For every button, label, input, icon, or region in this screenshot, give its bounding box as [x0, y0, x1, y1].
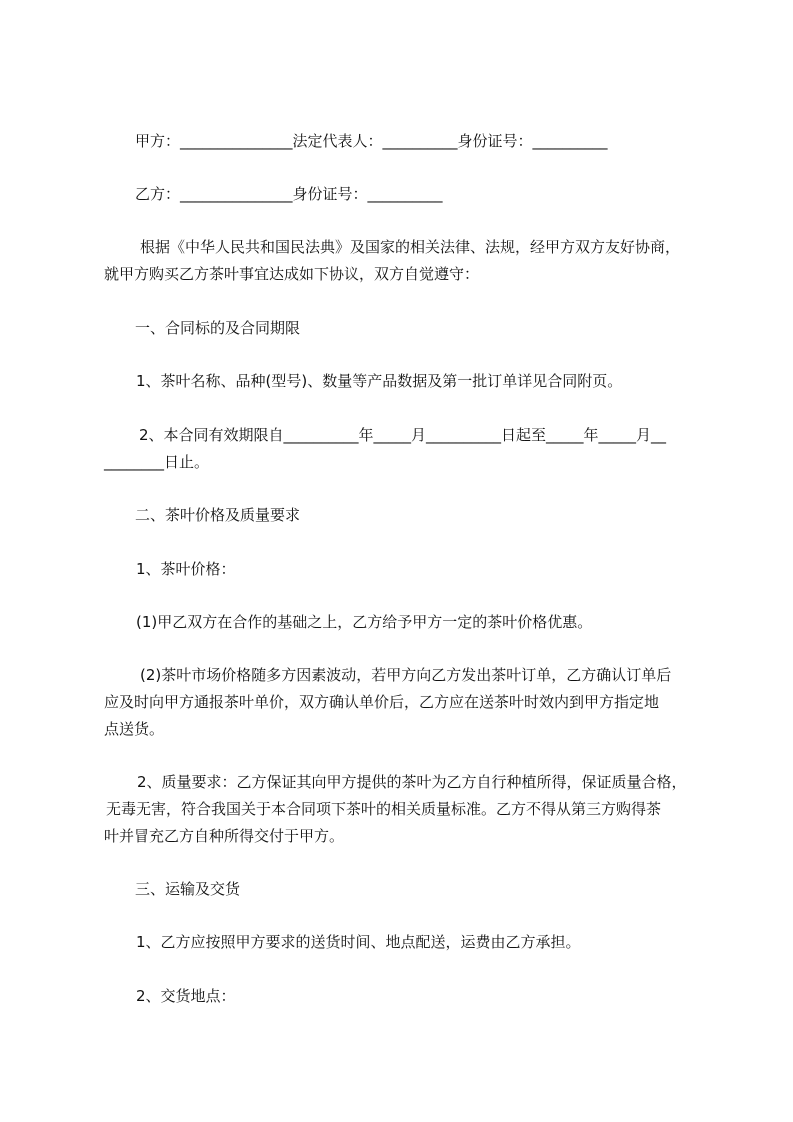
section-3-heading: 三、运输及交货 [135, 880, 241, 898]
section-3-item-2: 2、交货地点： [136, 987, 236, 1005]
section-2-item-2-line-1: 2、质量要求：乙方保证其向甲方提供的茶叶为乙方自行种植所得，保证质量合格， [137, 773, 687, 791]
party-a-line: 甲方：_______________法定代表人：__________身份证号：__________ [135, 132, 608, 150]
section-2-heading: 二、茶叶价格及质量要求 [135, 506, 301, 524]
section-1-item-2-line-2: ________日止。 [104, 453, 210, 471]
section-2-sub-1: (1)甲乙双方在合作的基础之上，乙方给予甲方一定的茶叶价格优惠。 [136, 613, 593, 631]
section-3-item-1: 1、乙方应按照甲方要求的送货时间、地点配送，运费由乙方承担。 [136, 933, 581, 951]
section-1-item-2-line-1: 2、本合同有效期限自__________年_____月__________日起至_____年_____月__ [139, 426, 667, 444]
section-1-item-1: 1、茶叶名称、品种(型号)、数量等产品数据及第一批订单详见合同附页。 [136, 372, 623, 390]
preamble-line-2: 就甲方购买乙方茶叶事宜达成如下协议，双方自觉遵守： [104, 265, 480, 283]
preamble-line-1: 根据《中华人民共和国民法典》及国家的相关法律、法规，经甲方双方友好协商， [140, 238, 681, 256]
section-2-item-1: 1、茶叶价格： [136, 560, 236, 578]
section-2-sub-2-line-1: (2)茶叶市场价格随多方因素波动，若甲方向乙方发出茶叶订单，乙方确认订单后 [140, 666, 672, 684]
section-1-heading: 一、合同标的及合同期限 [135, 319, 301, 337]
section-2-item-2-line-2: 无毒无害，符合我国关于本合同项下茶叶的相关质量标准。乙方不得从第三方购得茶 [106, 800, 662, 818]
section-2-sub-2-line-2: 应及时向甲方通报茶叶单价，双方确认单价后，乙方应在送茶叶时效内到甲方指定地 [104, 693, 660, 711]
section-2-sub-2-line-3: 点送货。 [104, 720, 165, 738]
party-b-line: 乙方：_______________身份证号：__________ [135, 185, 443, 203]
section-2-item-2-line-3: 叶并冒充乙方自种所得交付于甲方。 [104, 827, 345, 845]
